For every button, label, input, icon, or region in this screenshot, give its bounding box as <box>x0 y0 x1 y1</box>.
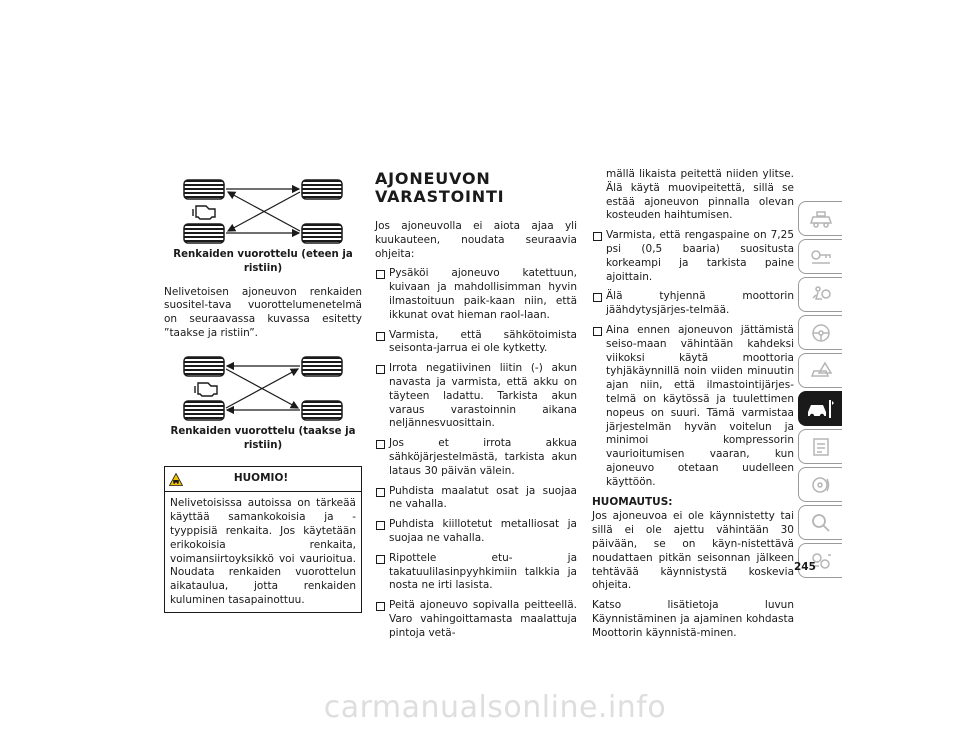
tire-rear-right-icon <box>302 224 342 243</box>
storage-checklist <box>375 267 577 640</box>
warning-car-icon <box>169 473 183 486</box>
checkbox-square-icon <box>376 440 385 449</box>
tab-multimedia[interactable] <box>798 467 842 502</box>
note-heading: HUOMAUTUS: <box>592 495 673 508</box>
list-item-continuation: mällä likaista peitettä niiden ylitse. Älä käytä muovipeitettä, sillä se estää ajoneuvon pinnalla olevan kosteuden haihtumisen. <box>606 168 794 222</box>
list-item: Peitä ajoneuvo sopivalla peitteellä. Varo vahingoittamasta maalattuja pintoja vetä- <box>375 599 577 640</box>
tire-front-left-icon <box>184 180 224 199</box>
tire-rear-right-icon <box>302 401 342 420</box>
car-dashboard-icon <box>808 209 834 229</box>
section-title-line-1: AJONEUVON <box>375 169 491 188</box>
list-item: Aina ennen ajoneuvon jättämistä seiso-maan vähintään kahdeksi viikoksi käytä moottoria tyhjäkäynnillä noin viiden minuutin ajan niin, että ilmastointijärjes-telmä on käytössä ja tuulettimen nopeus on suuri. Tämä varmistaa järjestelmän hyvän voitelun ja minimoi kompressorin vaurioitumisen vaaran, kun ajoneuvo otetaan uudelleen käyttöön. <box>592 324 794 490</box>
tab-safety[interactable] <box>798 277 842 312</box>
list-item: Irrota negatiivinen liitin (-) akun navasta ja varmista, että akku on täyteen ladattu. Tarkista akun varaus varastoinnin aikana neljännesvuosittain. <box>375 362 577 431</box>
middle-column <box>375 168 577 647</box>
note-text: Jos ajoneuvoa ei ole käynnistetty tai sillä ei ole ajettu vähintään 30 päivään, se on käyn-nistettävä noudattaen pitkän seisonnan jälkeen tehtävää käynnistystä koskevia ohjeita. <box>592 510 794 592</box>
tab-getting-to-know-vehicle[interactable] <box>798 201 842 236</box>
reference-paragraph: Katso lisätietoja luvun Käynnistäminen ja ajaminen kohdasta Moottorin käynnistä-minen. <box>592 599 794 639</box>
paragraph-rotation-method: Nelivetoisen ajoneuvon renkaiden suositel-tava vuorottelumenetelmä on seuraavassa kuvassa esitetty ”taakse ja ristiin”. <box>164 285 362 339</box>
engine-icon <box>195 383 217 396</box>
checkbox-square-icon <box>376 332 385 341</box>
tab-getting-started[interactable] <box>798 239 842 274</box>
warning-box <box>164 466 362 612</box>
checkbox-square-icon <box>593 327 602 336</box>
tab-in-case-of-emergency[interactable] <box>798 353 842 388</box>
checkbox-square-icon <box>376 488 385 497</box>
tire-rear-left-icon <box>184 224 224 243</box>
checkbox-square-icon <box>593 232 602 241</box>
checkbox-square-icon <box>376 270 385 279</box>
list-item: Puhdista kiillotetut metalliosat ja suojaa ne vahalla. <box>375 518 577 546</box>
tab-servicing-and-maintenance[interactable] <box>798 391 842 426</box>
tire-front-right-icon <box>302 357 342 376</box>
list-item: Puhdista maalatut osat ja suojaa ne vahalla. <box>375 485 577 513</box>
storage-checklist-continued <box>592 229 794 489</box>
checkbox-square-icon <box>376 602 385 611</box>
tire-rotation-forward-cross-diagram <box>178 176 348 246</box>
engine-icon <box>193 206 215 219</box>
list-item: Älä tyhjennä moottorin jäähdytysjärjes-telmää. <box>592 290 794 318</box>
section-title-line-2: VARASTOINTI <box>375 187 505 206</box>
checkbox-square-icon <box>376 555 385 564</box>
steering-wheel-icon <box>808 323 834 343</box>
checkbox-square-icon <box>376 521 385 530</box>
airbag-person-icon <box>808 285 834 305</box>
list-item: Varmista, että sähkötoimista seisonta-jarrua ei ole kytketty. <box>375 329 577 357</box>
car-key-icon <box>808 247 834 267</box>
intro-paragraph: Jos ajoneuvolla ei aiota ajaa yli kuukauteen, noudata seuraavia ohjeita: <box>375 220 577 260</box>
warning-title: HUOMIO! <box>233 472 289 485</box>
tab-starting-and-operating[interactable] <box>798 315 842 350</box>
tab-technical-specifications[interactable] <box>798 429 842 464</box>
tire-front-left-icon <box>184 357 224 376</box>
car-crash-warning-icon <box>808 361 834 381</box>
list-item: Varmista, että rengaspaine on 7,25 psi (0,5 baaria) suositusta korkeampi ja tarkista paine ajoittain. <box>592 229 794 284</box>
warning-header <box>165 467 361 492</box>
multimedia-icon <box>808 475 834 495</box>
page-number: 245 <box>794 561 816 573</box>
figure-caption-2: Renkaiden vuorottelu (taakse ja ristiin) <box>170 425 356 451</box>
list-item: Pysäköi ajoneuvo katettuun, kuivaan ja mahdollisimman hyvin ilmastoituun paik-kaan niin, että ikkunat ovat hieman raol-laan. <box>375 267 577 322</box>
checkbox-square-icon <box>376 365 385 374</box>
watermark: carmanualsonline.info <box>323 690 667 725</box>
right-column <box>592 168 794 647</box>
warning-body <box>165 492 361 611</box>
tire-rotation-rearward-cross-diagram <box>178 353 348 423</box>
car-service-tools-icon <box>806 398 836 420</box>
warning-text: Nelivetoisissa autoissa on tärkeää käyttää samankokoisia ja -tyyppisiä renkaita. Jos käytetään erikokoisia renkaita, voimansiirtoyksikkö voi vaurioitua. Noudata renkaiden vuorottelun aikataulua, jotta renkaiden kuluminen tasapainottuu. <box>170 497 356 606</box>
checkbox-square-icon <box>593 293 602 302</box>
chapter-tabs <box>798 201 842 581</box>
tire-front-right-icon <box>302 180 342 199</box>
list-item: Ripottele etu- ja takatuulilasinpyyhkimiin talkkia ja nosta ne irti lasista. <box>375 552 577 593</box>
section-title <box>375 170 577 206</box>
maintenance-checklist-icon <box>808 437 834 457</box>
figure-caption-1: Renkaiden vuorottelu (eteen ja ristiin) <box>173 249 353 274</box>
magnifier-icon <box>808 513 834 533</box>
tire-rear-left-icon <box>184 401 224 420</box>
tab-index[interactable] <box>798 505 842 540</box>
list-item: Jos et irrota akkua sähköjärjestelmästä, tarkista akun lataus 30 päivän välein. <box>375 437 577 478</box>
left-column <box>164 176 362 613</box>
